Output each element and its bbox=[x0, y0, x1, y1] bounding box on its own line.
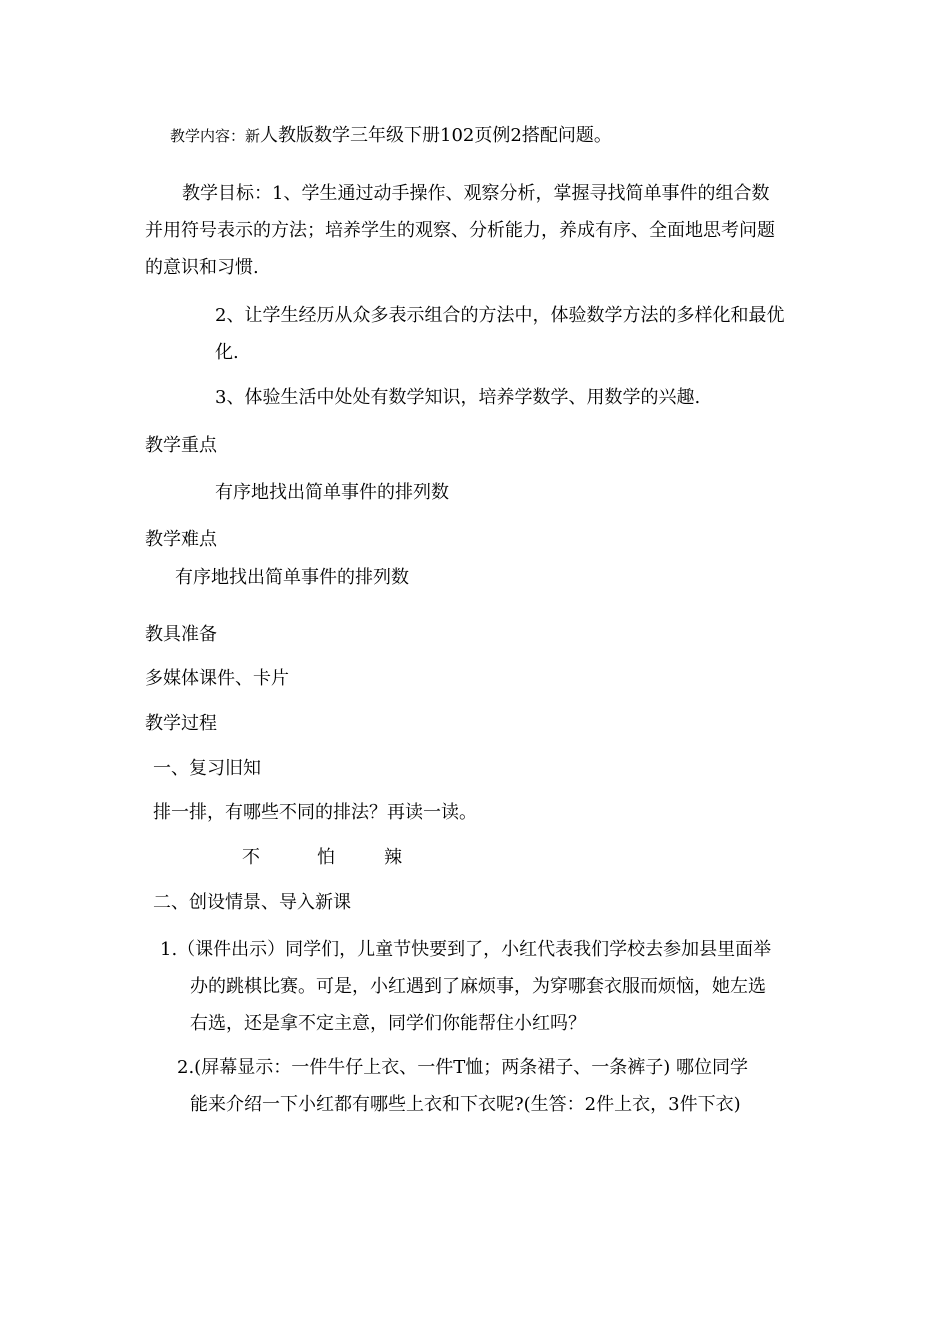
paragraph-2-line-2: 能来介绍一下小红都有哪些上衣和下衣呢?(生答：2件上衣，3件下衣) bbox=[190, 1094, 741, 1115]
paragraph-1-line-1: 1.（课件出示）同学们，儿童节快要到了，小红代表我们学校去参加县里面举 bbox=[160, 939, 772, 960]
character-la: 辣 bbox=[384, 847, 402, 868]
paragraph-1-line-2: 办的跳棋比赛。可是，小红遇到了麻烦事，为穿哪套衣服而烦恼，她左选 bbox=[190, 976, 766, 997]
paragraph-1-line-3: 右选，还是拿不定主意，同学们你能帮住小红吗？ bbox=[190, 1013, 586, 1034]
paragraph-2-line-1: 2.(屏幕显示：一件牛仔上衣、一件T恤；两条裙子、一条裤子) 哪位同学 bbox=[177, 1057, 748, 1078]
key-point-text: 有序地找出简单事件的排列数 bbox=[215, 482, 449, 503]
difficulty-text: 有序地找出简单事件的排列数 bbox=[175, 567, 409, 588]
goal-1-line-3: 的意识和习惯. bbox=[145, 257, 259, 278]
teaching-content-text: 人教版数学三年级下册102页例2搭配问题。 bbox=[260, 125, 612, 146]
arrange-characters bbox=[0, 847, 950, 869]
teaching-content-label: 教学内容：新 bbox=[170, 127, 261, 145]
section-1-title: 一、复习旧知 bbox=[153, 758, 261, 779]
tools-heading: 教具准备 bbox=[145, 624, 217, 645]
key-point-heading: 教学重点 bbox=[145, 435, 217, 456]
section-1-text: 排一排，有哪些不同的排法？再读一读。 bbox=[153, 802, 477, 823]
goal-1-line-2: 并用符号表示的方法；培养学生的观察、分析能力，养成有序、全面地思考问题 bbox=[145, 220, 775, 241]
teaching-content-line bbox=[170, 125, 612, 147]
goal-3-line: 3、体验生活中处处有数学知识，培养学数学、用数学的兴趣. bbox=[215, 387, 701, 408]
process-heading: 教学过程 bbox=[145, 713, 217, 734]
difficulty-heading: 教学难点 bbox=[145, 529, 217, 550]
tools-text: 多媒体课件、卡片 bbox=[145, 668, 289, 689]
goal-2-line-1: 2、让学生经历从众多表示组合的方法中，体验数学方法的多样化和最优 bbox=[215, 305, 785, 326]
goal-1-line-1: 教学目标：1、学生通过动手操作、观察分析，掌握寻找简单事件的组合数 bbox=[182, 183, 770, 204]
section-2-title: 二、创设情景、导入新课 bbox=[153, 892, 351, 913]
goal-2-line-2: 化. bbox=[215, 342, 239, 363]
character-pa: 怕 bbox=[317, 847, 335, 868]
character-bu: 不 bbox=[242, 847, 260, 868]
